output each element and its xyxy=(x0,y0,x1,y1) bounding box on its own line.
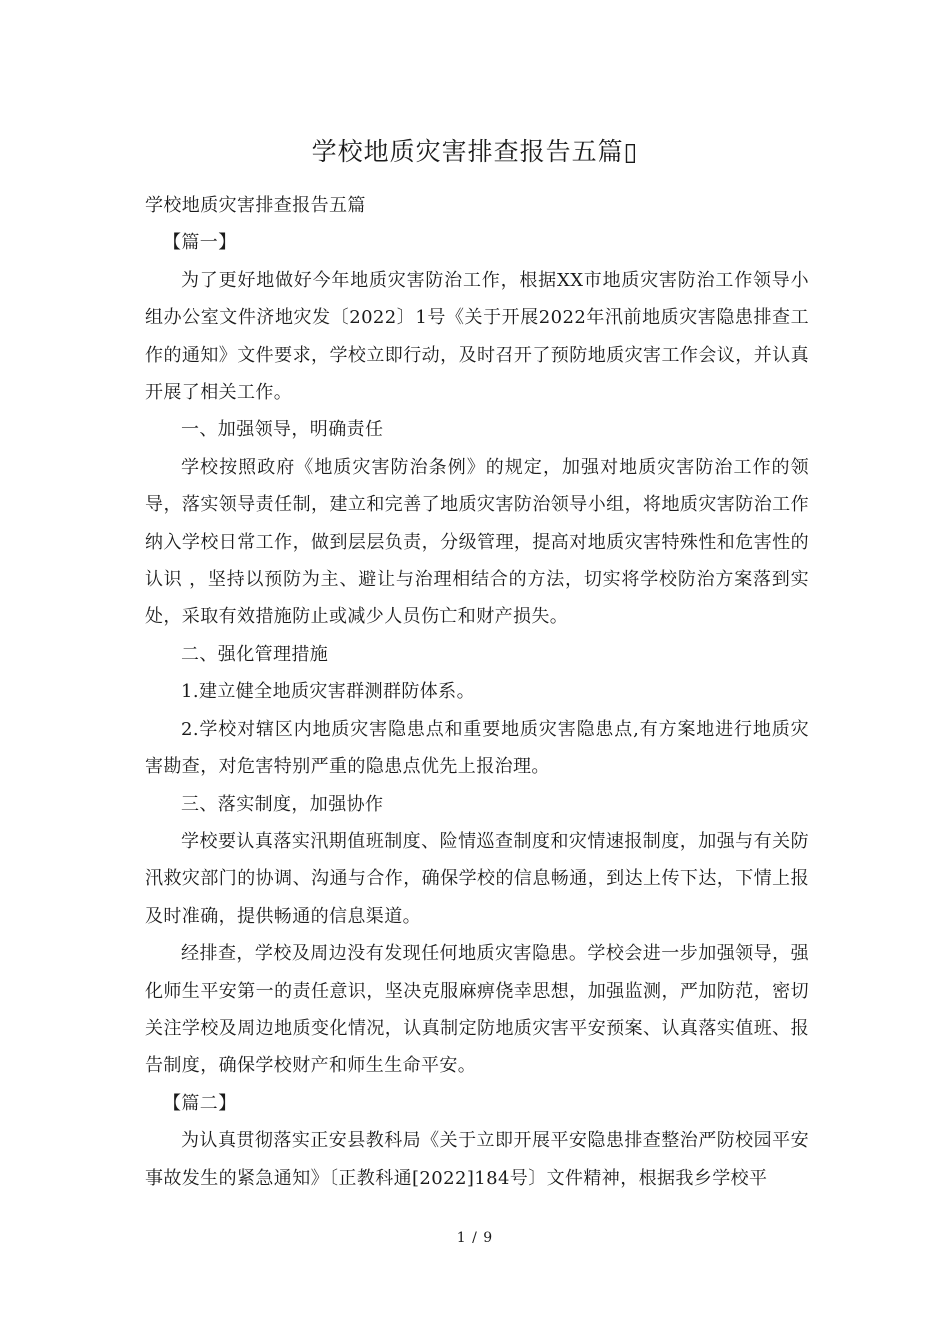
paragraph-item-2: 2.学校对辖区内地质灾害隐患点和重要地质灾害隐患点,有方案地进行地质灾害勘查，对危害特别严重的隐患点优先上报治理。 xyxy=(145,718,809,778)
section-heading-two: 【篇二】 xyxy=(163,1092,237,1114)
missing-glyph-icon: ▯ xyxy=(623,137,639,166)
paragraph-section-two: 为认真贯彻落实正安县教科局《关于立即开展平安隐患排查整治严防校园平安事故发生的紧急通知》〔正教科通[2022]184号〕文件精神，根据我乡学校平 xyxy=(145,1130,809,1189)
subtitle: 学校地质灾害排查报告五篇 xyxy=(145,195,366,216)
paragraph-conclusion: 经排查，学校及周边没有发现任何地质灾害隐患。学校会进一步加强领导，强化师生平安第一的责任意识，坚决克服麻痹侥幸思想，加强监测，严加防范，密切关注学校及周边地质变化情况，认真制定防地质灾害平安预案、认真落实值班、报告制度，确保学校财产和师生生命平安。 xyxy=(145,943,809,1077)
heading-leadership: 一、加强领导，明确责任 xyxy=(181,419,384,441)
heading-management: 二、强化管理措施 xyxy=(181,643,329,665)
heading-system: 三、落实制度，加强协作 xyxy=(181,793,384,815)
document-title xyxy=(0,134,950,170)
paragraph-item-1: 1.建立健全地质灾害群测群防体系。 xyxy=(181,681,475,703)
paragraph-system: 学校要认真落实汛期值班制度、险情巡查制度和灾情速报制度，加强与有关防汛救灾部门的协调、沟通与合作，确保学校的信息畅通，到达上传下达，下情上报及时准确，提供畅通的信息渠道。 xyxy=(145,830,809,927)
section-heading-one: 【篇一】 xyxy=(163,232,237,254)
paragraph-intro: 为了更好地做好今年地质灾害防治工作，根据XX市地质灾害防治工作领导小组办公室文件济地灾发〔2022〕1号《关于开展2022年汛前地质灾害隐患排查工作的通知》文件要求，学校立即行动，及时召开了预防地质灾害工作会议，并认真开展了相关工作。 xyxy=(145,269,809,404)
title-text: 学校地质灾害排查报告五篇 xyxy=(311,137,624,166)
page-indicator: 1 / 9 xyxy=(456,1230,494,1246)
document-body xyxy=(145,187,809,1197)
paragraph-leadership: 学校按照政府《地质灾害防治条例》的规定，加强对地质灾害防治工作的领导，落实领导责任制，建立和完善了地质灾害防治领导小组，将地质灾害防治工作纳入学校日常工作，做到层层负责，分级管理，提高对地质灾害特殊性和危害性的认识 ，坚持以预防为主、避让与治理相结合的方法，切实将学校防治方案落到实处，采取有效措施防止或减少人员伤亡和财产损失。 xyxy=(145,456,809,628)
